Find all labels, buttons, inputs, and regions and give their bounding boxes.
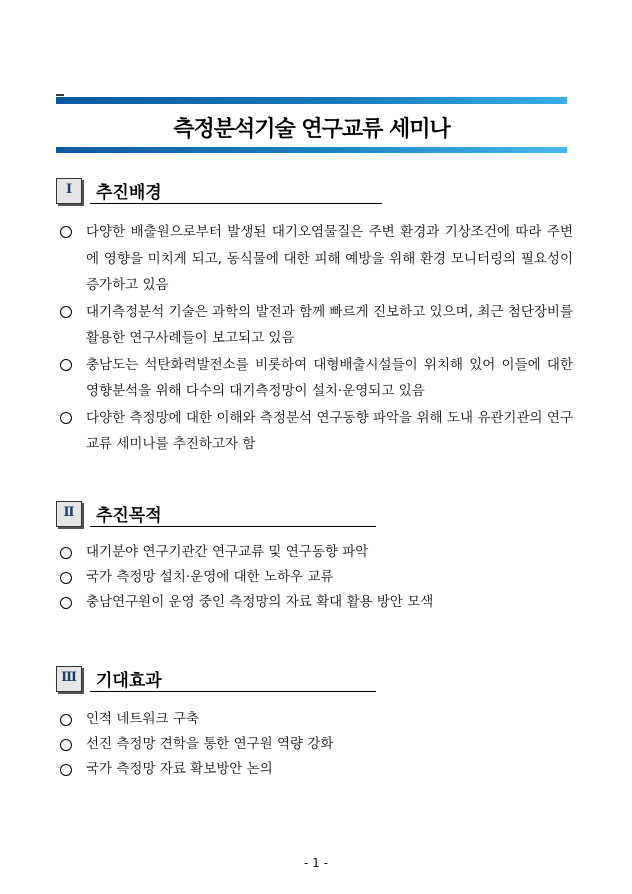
list-item-text: 충남연구원이 운영 중인 측정망의 자료 확대 활용 방안 모색 [86, 594, 434, 610]
list-item [58, 299, 573, 352]
list-item [58, 352, 573, 405]
section-1-numeral: Ⅰ [65, 182, 73, 197]
section-1-underline [90, 203, 382, 204]
circle-bullet-icon [60, 714, 72, 726]
header-top-bar [56, 97, 567, 104]
circle-bullet-icon [60, 412, 72, 424]
list-item-text: 대기측정분석 기술은 과학의 발전과 함께 빠르게 진보하고 있으며, 최근 첨단장비를 활용한 연구사례들이 보고되고 있음 [86, 303, 573, 346]
circle-bullet-icon [60, 547, 72, 559]
section-1-list [58, 219, 573, 458]
section-2-list [58, 540, 573, 615]
section-2-numeral-box [56, 501, 82, 527]
section-2-heading [56, 501, 376, 527]
document-title: 측정분석기술 연구교류 세미나 [173, 117, 450, 142]
page-number: - 1 - [304, 856, 328, 870]
section-3-underline [90, 691, 376, 692]
header-bottom-bar [56, 147, 567, 153]
circle-bullet-icon [60, 572, 72, 584]
list-item-text: 국가 측정망 설치·운영에 대한 노하우 교류 [86, 569, 334, 585]
list-item [58, 732, 573, 757]
list-item [58, 757, 573, 782]
section-2-numeral: Ⅱ [63, 505, 75, 520]
list-item [58, 405, 573, 458]
section-3-numeral: Ⅲ [61, 670, 77, 685]
section-1-heading [56, 178, 376, 204]
list-item [58, 590, 573, 615]
circle-bullet-icon [60, 226, 72, 238]
circle-bullet-icon [60, 359, 72, 371]
section-3-list [58, 707, 573, 782]
list-item-text: 다양한 배출원으로부터 발생된 대기오염물질은 주변 환경과 기상조건에 따라 주변에 영향을 미치게 되고, 동식물에 대한 피해 예방을 위해 환경 모니터링의 필요성이 증가하고 있음 [86, 224, 573, 293]
section-2-underline [90, 526, 376, 527]
list-item-text: 선진 측정망 견학을 통한 연구원 역량 강화 [86, 736, 334, 752]
list-item-text: 충남도는 석탄화력발전소를 비롯하여 대형배출시설들이 위치해 있어 이들에 대한 영향분석을 위해 다수의 대기측정망이 설치·운영되고 있음 [86, 356, 573, 399]
list-item [58, 707, 573, 732]
list-item [58, 540, 573, 565]
list-item [58, 219, 573, 299]
section-2-title: 추진목적 [96, 506, 162, 526]
section-3-title: 기대효과 [96, 671, 162, 691]
circle-bullet-icon [60, 764, 72, 776]
list-item [58, 565, 573, 590]
header-top-mark [56, 94, 64, 96]
section-3-heading [56, 666, 376, 692]
section-1-title: 추진배경 [96, 183, 162, 203]
circle-bullet-icon [60, 739, 72, 751]
list-item-text: 국가 측정망 자료 확보방안 논의 [86, 761, 273, 777]
list-item-text: 인적 네트워크 구축 [86, 711, 199, 727]
circle-bullet-icon [60, 306, 72, 318]
list-item-text: 대기분야 연구기관간 연구교류 및 연구동향 파악 [86, 544, 369, 560]
circle-bullet-icon [60, 597, 72, 609]
section-3-numeral-box [56, 666, 82, 692]
section-1-numeral-box [56, 178, 82, 204]
list-item-text: 다양한 측정망에 대한 이해와 측정분석 연구동향 파악을 위해 도내 유관기관의 연구교류 세미나를 추진하고자 함 [86, 409, 573, 452]
